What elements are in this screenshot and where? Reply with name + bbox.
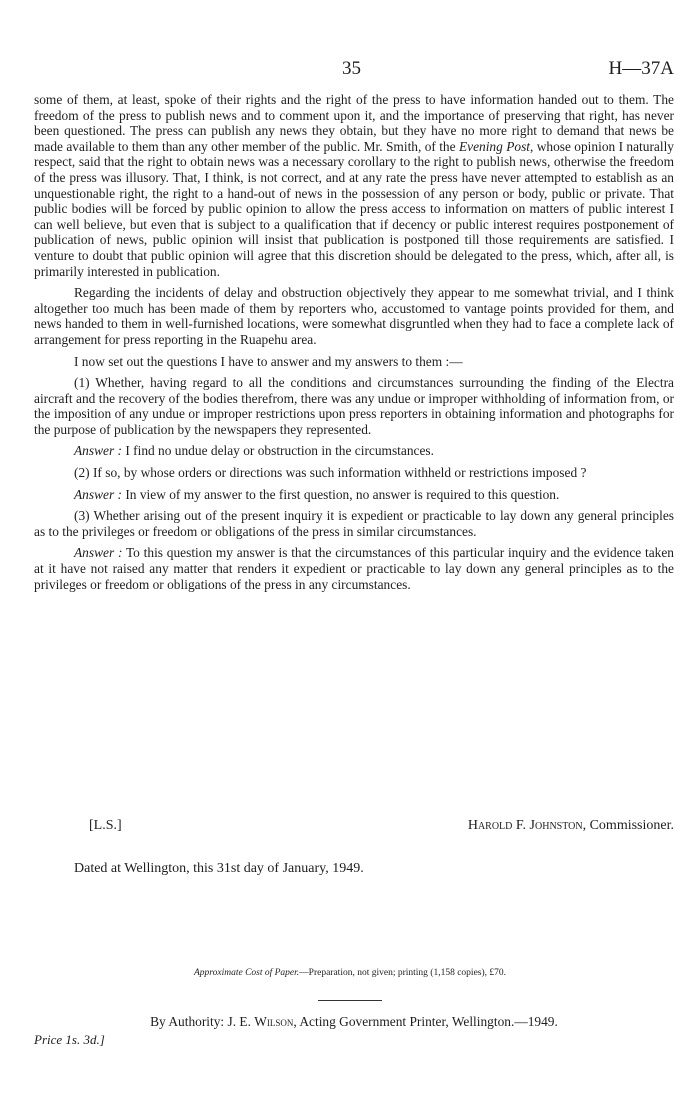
page-number: 35	[342, 58, 361, 79]
question-2: (2) If so, by whose orders or directions was such information withheld or restrictions imposed ?	[74, 465, 587, 481]
question-1: (1) Whether, having regard to all the conditions and circumstances surrounding the finding of the Electra aircraft and the recovery of the bodies therefrom, there was any undue or improper withholding of information from, or the imposition of any undue or improper restrictions upon press reporters in obtaining information and photographs for the purpose of publication by the newspapers they represented.	[34, 375, 674, 437]
seal-mark: [L.S.]	[89, 818, 122, 833]
newspaper-name: Evening Post	[458, 138, 530, 154]
answer-1: Answer : I find no undue delay or obstruction in the circumstances.	[74, 443, 434, 459]
paragraph-press-rights: some of them, at least, spoke of their rights and the right of the press to have information handed out to them. The freedom of the press to publish news and to comment upon it, and the importance of preserving that right, has never been questioned. The press can publish any news they obtain, but they have no more right to demand that news be made available to them than any other member of the public. Mr. Smith, of the Evening Post, whose opinion I naturally respect, said that the right to obtain news was a necessary corollary to the right to publish news, otherwise the freedom of the press was illusory. That, I think, is not correct, and at any rate the press have never attempted to establish as an unquestionable right, the right to a hand-out of news in the possession of any person or body, public or private. That public bodies will be forced by public opinion to allow the press access to information on matters of public interest I can well believe, but even that is subject to a qualification that if decency or public interest requires postponement of publication of news, public opinion will insist that publication is postponed till those requirements are satisfied. I venture to doubt that public opinion will agree that this discretion should be delegated to the press, which, after all, is primarily interested in publication.	[34, 92, 674, 279]
answer-2: Answer : In view of my answer to the first question, no answer is required to this question.	[74, 486, 560, 502]
paragraph-delay-incidents: Regarding the incidents of delay and obstruction objectively they appear to me somewhat trivial, and I think altogether too much has been made of them by reporters who, accustomed to vantage points provided for them, and news handed to them in well-furnished locations, were somewhat disgruntled when they had to face a complete lack of arrangement for press reporting in the Ruapehu area.	[34, 285, 674, 347]
answer-label: Answer :	[74, 443, 122, 459]
commissioner-signature: Harold F. Johnston, Commissioner.	[467, 818, 674, 833]
report-body	[34, 92, 674, 598]
authority-line: By Authority: J. E. Wilson, Acting Government Printer, Wellington.—1949.	[150, 1014, 558, 1029]
price-note: Price 1s. 3d.]	[34, 1032, 105, 1047]
signature-line	[34, 818, 674, 838]
answer-label: Answer :	[74, 486, 122, 502]
answer-3: Answer : To this question my answer is that the circumstances of this particular inquiry and the evidence taken at it have not raised any matter that renders it expedient or practicable to lay down any general principles as to the privileges or freedom or obligations of the press in any circumstances.	[34, 545, 674, 592]
paragraph-questions-intro: I now set out the questions I have to answer and my answers to them :—	[74, 353, 463, 369]
printer-name: Wilson	[254, 1014, 294, 1029]
page-header	[0, 58, 700, 80]
dated-line: Dated at Wellington, this 31st day of January, 1949.	[74, 861, 364, 876]
answer-label: Answer :	[74, 545, 123, 561]
document-code: H—37A	[608, 58, 674, 79]
question-3: (3) Whether arising out of the present inquiry it is expedient or practicable to lay down any general principles as to the privileges or freedom or obligations of the press in similar circumstances.	[34, 508, 674, 539]
commissioner-name: Harold F. Johnston	[467, 818, 583, 833]
divider-rule	[318, 1000, 382, 1001]
cost-note: Approximate Cost of Paper.—Preparation, not given; printing (1,158 copies), £70.	[193, 968, 507, 978]
